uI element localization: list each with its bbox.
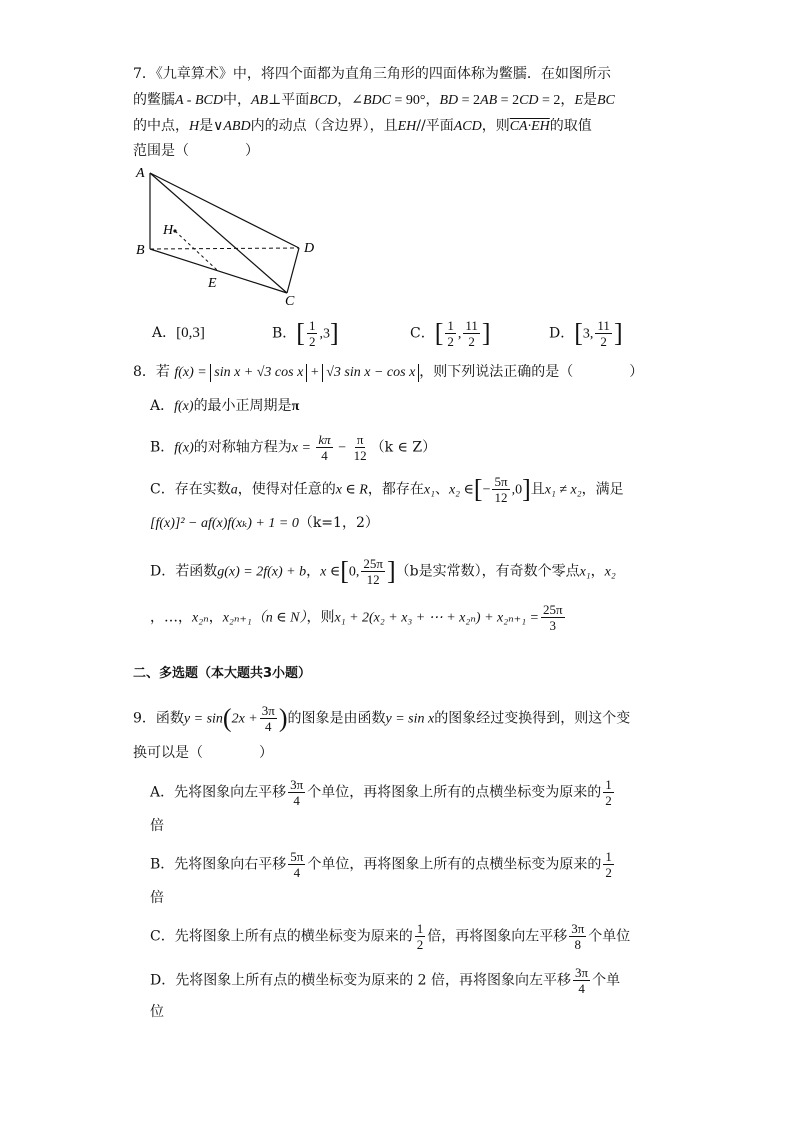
- q9-option-d[interactable]: D．先将图象上所有点的横坐标变为原来的 2 倍，再将图象向左平移 $\frac{3\pi}{4}$ 个单: [150, 965, 621, 996]
- point-H: [173, 229, 176, 232]
- label-D: D: [304, 241, 315, 256]
- label-B: B: [136, 243, 145, 258]
- q7-line3: 的中点，H是∨ABD内的动点（含边界），且EH//平面ACD，则CA·EH的取值: [133, 118, 592, 134]
- q8-option-c[interactable]: C．存在实数a，使得对任意的x ∈ R，都存在x₁、x₂ ∈[− $\frac{5\pi}{12}$ ,0]且x₁ ≠ x₂，满足: [150, 474, 624, 505]
- q7-option-a[interactable]: A．[0,3]: [152, 325, 205, 341]
- q7-line1: 7．《九章算术》中，将四个面都为直角三角形的四面体称为鳖臑．在如图所示: [133, 66, 611, 82]
- q7-option-d[interactable]: D．[3, $\frac{11}{2}$ ]: [549, 318, 623, 349]
- label-A: A: [136, 166, 145, 181]
- label-H: H: [163, 223, 174, 238]
- q8-option-b[interactable]: B．f(x)的对称轴方程为x = $\frac{k\pi}{4}$ − $\frac{\pi}{12}$ （k ∈ Z）: [150, 432, 437, 463]
- q8-option-d-line2: ，…，x₂ₙ，x₂ₙ₊₁（n ∈ N），则x₁ + 2(x₂ + x₃ + ⋯ + x₂ₙ) + x₂ₙ₊₁ = $\frac{25\pi}{3}$: [150, 602, 563, 633]
- q7-option-b[interactable]: B．[ $\frac{1}{2}$ ,3]: [272, 318, 339, 349]
- q9-option-a[interactable]: A．先将图象向左平移 $\frac{3\pi}{4}$ 个单位，再将图象上所有的点横坐标变为原来的 $\frac{1}{2}$: [150, 777, 612, 808]
- q9-option-a-line2: 倍: [150, 818, 164, 834]
- q9-option-c[interactable]: C．先将图象上所有点的横坐标变为原来的 $\frac{1}{2}$ 倍，再将图象向左平移 $\frac{3\pi}{8}$ 个单位: [150, 921, 631, 952]
- q7-line2: 的鳖臑A - BCD中，AB⊥平面BCD，∠BDC = 90°，BD = 2AB = 2CD = 2，E是BC: [133, 92, 615, 108]
- q7-options: [0, 318, 793, 348]
- q9-stem: 9．函数y = sin(2x + $\frac{3\pi}{4}$ )的图象是由函数y = sin x的图象经过变换得到，则这个变: [133, 703, 631, 734]
- q8-stem: 8．若 f(x) = sin x + √3 cos x + √3 sin x − cos x ，则下列说法正确的是（ ）: [133, 364, 644, 380]
- q8-option-d[interactable]: D．若函数g(x) = 2f(x) + b，x ∈[0, $\frac{25\pi}{12}$ ]（b是实常数），有奇数个零点x₁，x₂: [150, 556, 616, 587]
- edge-BD-dashed: [150, 248, 299, 249]
- section-heading: 二、多选题（本大题共3小题）: [133, 666, 312, 681]
- edge-BC: [150, 249, 287, 293]
- edge-DC: [287, 248, 299, 293]
- q9-option-b-line2: 倍: [150, 890, 164, 906]
- label-C: C: [285, 294, 295, 309]
- q8-option-a[interactable]: A．f(x)的最小正周期是π: [150, 398, 300, 414]
- q7-option-c[interactable]: C．[ $\frac{1}{2}$ , $\frac{11}{2}$ ]: [410, 318, 491, 349]
- label-E: E: [208, 276, 217, 291]
- q7-line4: 范围是（ ）: [133, 143, 259, 159]
- q9-stem-line2: 换可以是（ ）: [133, 745, 273, 761]
- q9-option-d-line2: 位: [150, 1004, 164, 1020]
- tetrahedron-figure: [130, 160, 330, 310]
- q9-option-b[interactable]: B．先将图象向右平移 $\frac{5\pi}{4}$ 个单位，再将图象上所有的点横坐标变为原来的 $\frac{1}{2}$: [150, 849, 612, 880]
- q8-option-c-line2: [f(x)]² − af(x)f(xₖ) + 1 = 0（k=1，2）: [150, 515, 379, 531]
